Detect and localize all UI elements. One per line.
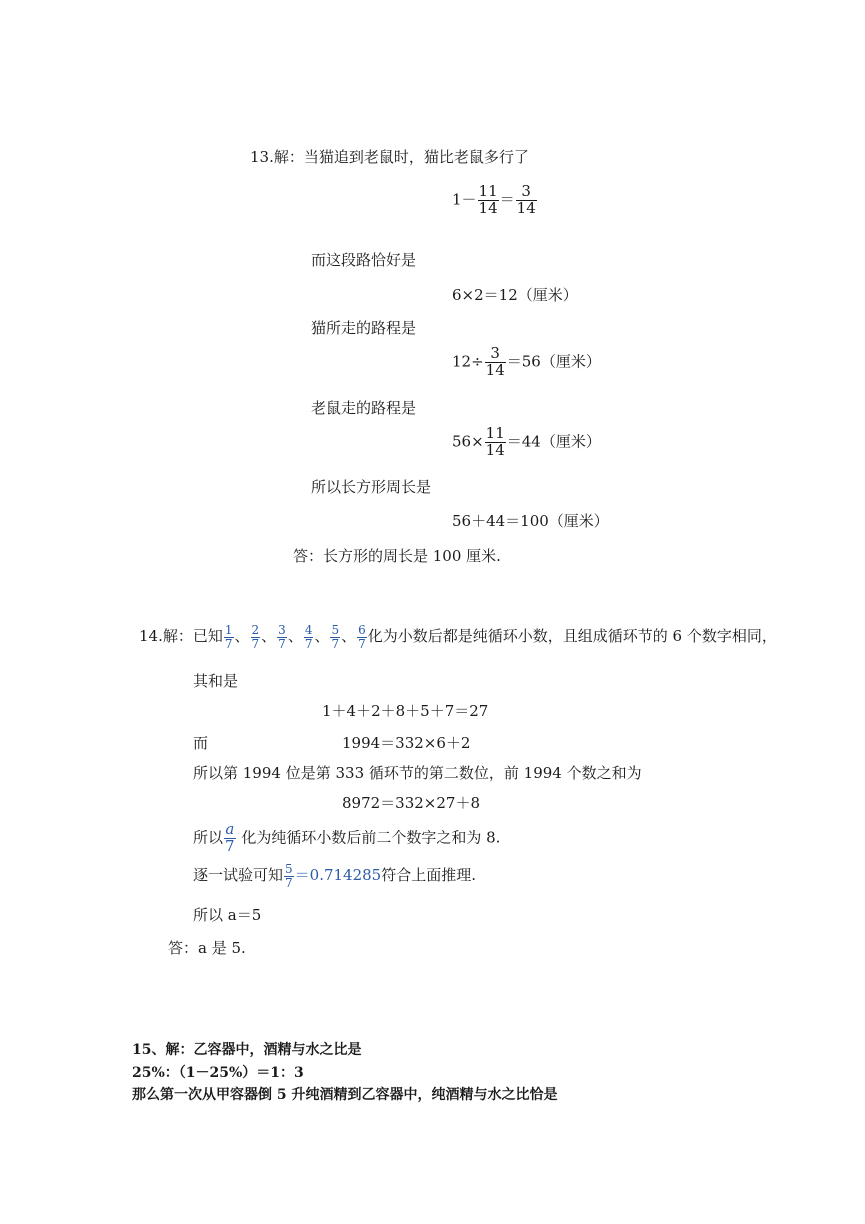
frac-denominator: 7 <box>331 636 340 651</box>
p14-line6 <box>193 822 500 855</box>
p14-frac-2 <box>251 624 261 650</box>
p15-line2: 25%：（1－25%）＝1：3 <box>132 1065 304 1081</box>
p14-eq1: 1＋4＋2＋8＋5＋7＝27 <box>322 702 489 720</box>
p14-line7 <box>193 863 476 889</box>
frac-denominator: 7 <box>225 836 235 855</box>
frac-denominator: 7 <box>358 636 366 651</box>
p13-eq4 <box>452 426 601 459</box>
p13-eq2: 6×2＝12（厘米） <box>452 286 578 304</box>
p13-heading: 13.解：当猫追到老鼠时，猫比老鼠多行了 <box>250 148 529 166</box>
p13-line5: 所以长方形周长是 <box>311 478 432 496</box>
frac-denominator: 7 <box>224 636 233 651</box>
p13-eq5: 56＋44＝100（厘米） <box>452 512 609 530</box>
p15-line1: 15、解：乙容器中，酒精与水之比是 <box>132 1042 362 1058</box>
frac-numerator: 11 <box>485 424 505 442</box>
p14-eq3: 8972＝332×27＋8 <box>342 794 481 812</box>
frac-denominator: 7 <box>285 875 293 890</box>
p14-line2: 其和是 <box>193 672 239 690</box>
p14-eq2: 1994＝332×6＋2 <box>342 734 471 752</box>
frac-denominator: 14 <box>516 198 536 217</box>
frac-numerator: 4 <box>304 623 313 637</box>
frac-numerator: 3 <box>521 182 531 200</box>
p14-frac-1 <box>224 624 234 650</box>
frac-numerator: 11 <box>478 182 498 200</box>
p14-er: 而 <box>193 734 209 752</box>
p14-sep: 、 <box>261 627 277 646</box>
p14-l7-decimal: ＝0.714285 <box>294 866 382 885</box>
p13-line3: 猫所走的路程是 <box>311 319 417 337</box>
frac-numerator: 6 <box>358 623 366 637</box>
frac-denominator: 7 <box>304 636 313 651</box>
p13-line4: 老鼠走的路程是 <box>311 399 417 417</box>
frac-numerator: 2 <box>251 623 260 637</box>
p13-answer: 答：长方形的周长是 100 厘米. <box>293 547 501 565</box>
p14-frac-5 <box>330 624 340 650</box>
p14-sep: 、 <box>341 627 357 646</box>
frac-numerator: 5 <box>331 623 340 637</box>
p15-line3: 那么第一次从甲容器倒 5 升纯酒精到乙容器中，纯酒精与水之比恰是 <box>132 1087 558 1103</box>
frac-numerator: 1 <box>224 623 233 637</box>
p14-l6-lead: 所以 <box>193 828 224 847</box>
p13-eq1-frac-a <box>478 184 499 217</box>
p14-lead-tail: 化为小数后都是纯循环小数，且组成循环节的 6 个数字相同， <box>367 627 777 646</box>
frac-denominator: 7 <box>251 636 260 651</box>
p14-frac-5-over-7 <box>284 863 294 889</box>
frac-denominator: 14 <box>485 440 505 459</box>
p14-sep: 、 <box>287 627 303 646</box>
p14-line4: 所以第 1994 位是第 333 循环节的第二数位，前 1994 个数之和为 <box>193 764 642 782</box>
p13-eq1-mid: ＝ <box>499 190 515 209</box>
p14-sep: 、 <box>234 627 250 646</box>
frac-numerator: 3 <box>490 344 500 362</box>
p14-l7-tail: 符合上面推理. <box>381 866 477 885</box>
p13-line2: 而这段路恰好是 <box>311 251 417 269</box>
p13-eq3-lead: 12÷ <box>452 352 484 371</box>
p14-frac-4 <box>304 624 314 650</box>
p14-lead: 14.解：已知 <box>139 627 223 646</box>
p13-eq3 <box>452 346 601 379</box>
p13-eq1-frac-b <box>516 184 537 217</box>
p14-lead-line <box>139 624 777 650</box>
p13-eq4-frac <box>485 426 506 459</box>
frac-denominator: 14 <box>478 198 498 217</box>
p14-frac-a-over-7 <box>224 822 236 855</box>
p13-eq4-tail: ＝44（厘米） <box>506 432 601 451</box>
frac-denominator: 14 <box>485 360 505 379</box>
p14-line8: 所以 a＝5 <box>193 906 262 924</box>
frac-numerator: 5 <box>285 862 293 876</box>
frac-numerator: 3 <box>278 623 286 637</box>
p14-answer: 答：a 是 5. <box>168 939 246 957</box>
frac-numerator: a <box>225 820 235 838</box>
p14-l6-tail: 化为纯循环小数后前二个数字之和为 8. <box>241 828 501 847</box>
p13-eq3-tail: ＝56（厘米） <box>506 352 601 371</box>
p13-eq1 <box>452 184 538 217</box>
p14-sep: 、 <box>314 627 330 646</box>
frac-denominator: 7 <box>278 636 286 651</box>
p14-frac-6 <box>357 624 367 650</box>
p13-eq1-lead: 1－ <box>452 190 477 209</box>
p13-eq4-lead: 56× <box>452 432 484 451</box>
p14-frac-3 <box>277 624 287 650</box>
p13-eq3-frac <box>485 346 506 379</box>
p14-l7-lead: 逐一试验可知 <box>193 866 284 885</box>
